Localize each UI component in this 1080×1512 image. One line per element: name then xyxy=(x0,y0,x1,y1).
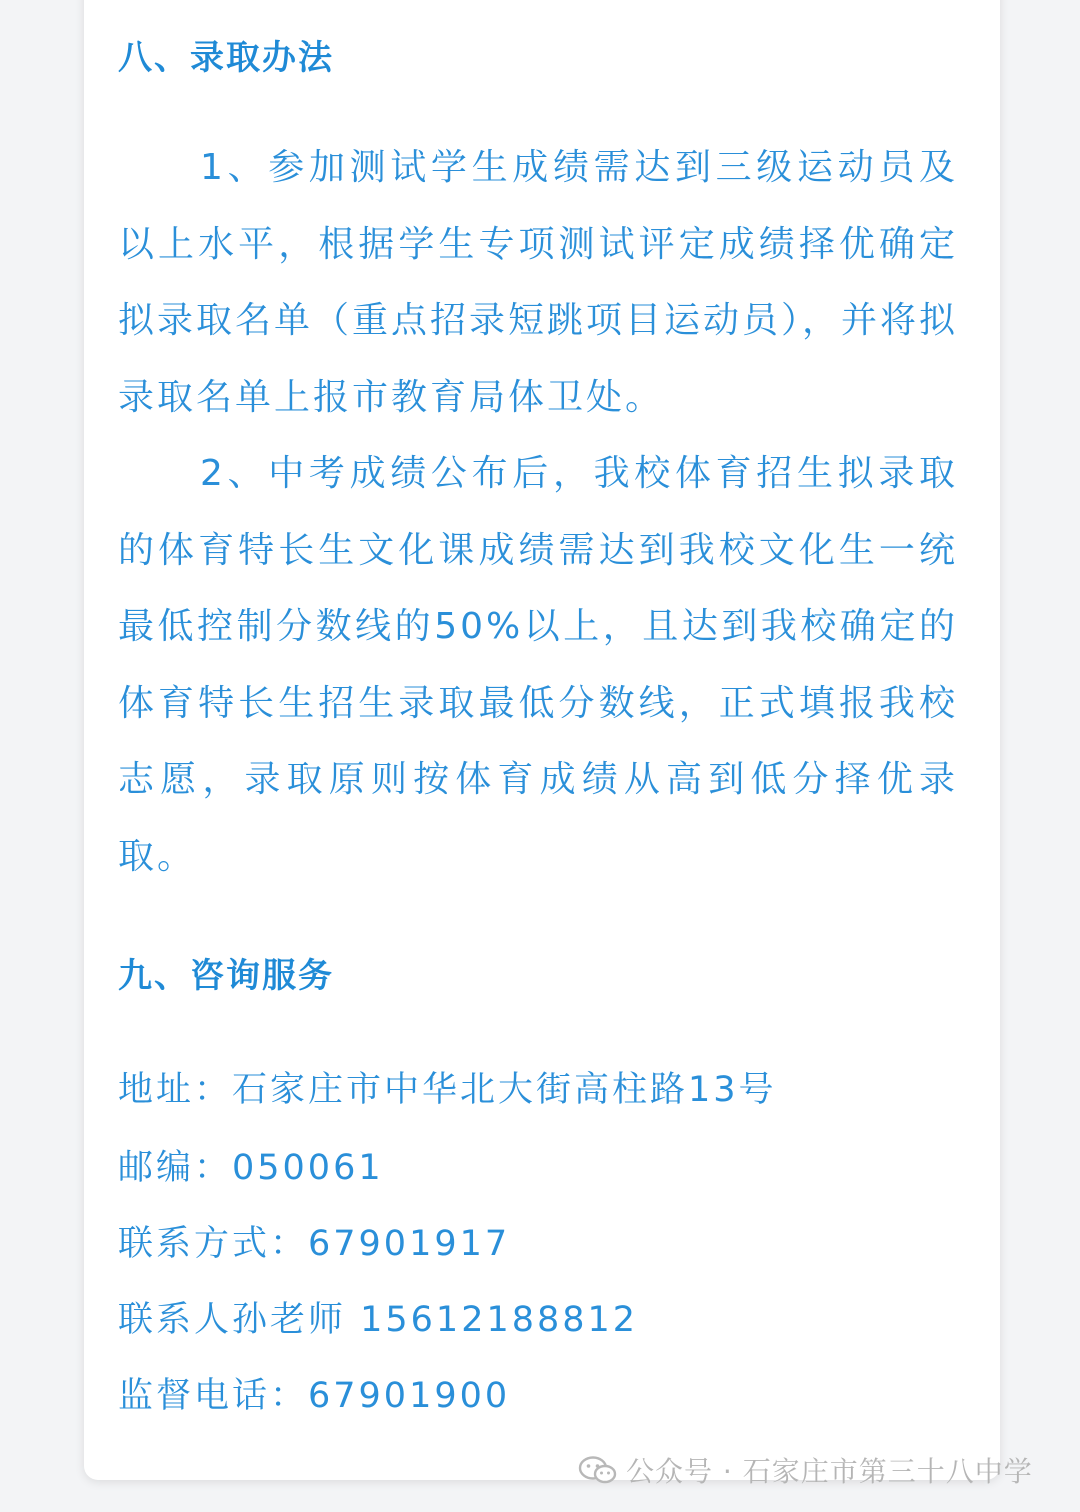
admission-rule-1: 1、参加测试学生成绩需达到三级运动员及以上水平，根据学生专项测试评定成绩择优确定拟录取名单（重点招录短跳项目运动员），并将拟录取名单上报市教育局体卫处。 xyxy=(118,147,959,418)
postcode-line: 邮编：050061 xyxy=(118,1148,384,1188)
supervision-phone-line: 监督电话：67901900 xyxy=(118,1376,511,1416)
address-line: 地址：石家庄市中华北大街高柱路13号 xyxy=(118,1070,777,1110)
wechat-icon xyxy=(578,1455,618,1485)
contact-method-line: 联系方式：67901917 xyxy=(118,1224,511,1264)
admission-rule-2: 2、中考成绩公布后，我校体育招生拟录取的体育特长生文化课成绩需达到我校文化生一统最低控制分数线的50%以上，且达到我校确定的体育特长生招生录取最低分数线，正式填报我校志愿，录取原则按体育成绩从高到低分择优录取。 xyxy=(118,453,958,877)
section-8-heading: 八、录取办法 xyxy=(118,38,334,78)
official-account-watermark xyxy=(578,1448,1033,1492)
section-9-heading: 九、咨询服务 xyxy=(118,956,334,996)
contact-person-line: 联系人孙老师 15612188812 xyxy=(118,1300,639,1340)
watermark-text: 公众号 · 石家庄市第三十八中学 xyxy=(626,1455,1033,1488)
